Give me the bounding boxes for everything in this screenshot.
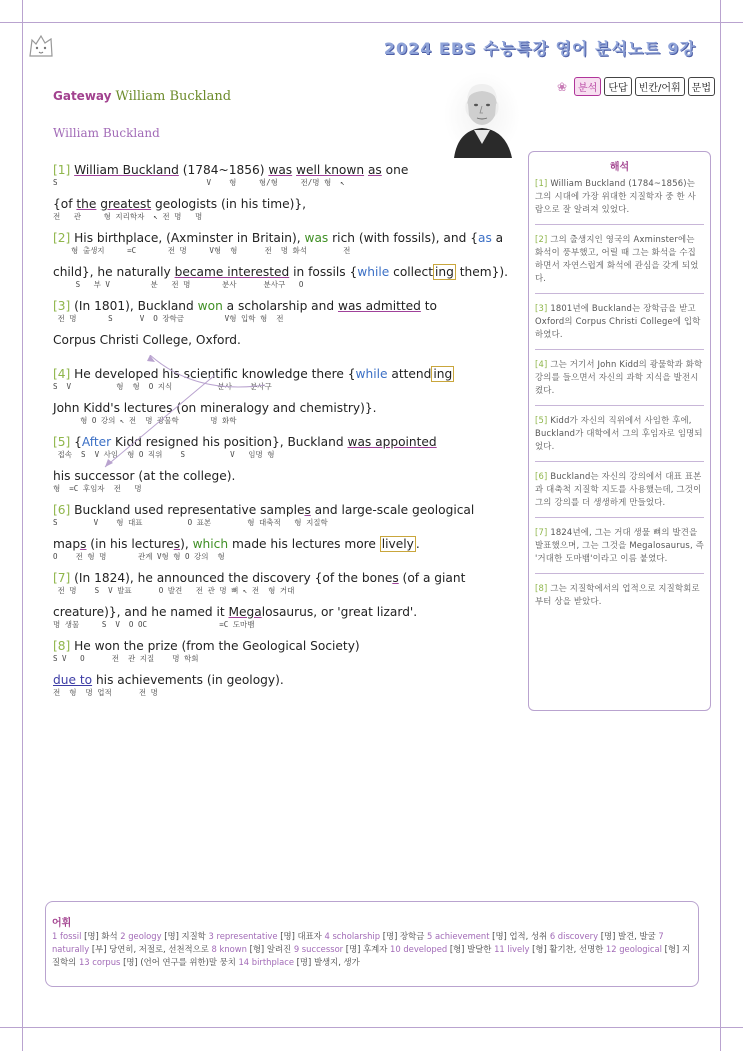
grammar-annotation: O 전 형 명 관계 V형 형 O 강의 형 [53, 552, 225, 561]
vocab-word: 12 geological [605, 944, 665, 954]
text-segment: Kidd resigned his position}, Buckland [111, 435, 348, 449]
grammar-annotation: 접속 S V 사임 형 O 직위 S V 임명 형 [53, 450, 275, 459]
text-segment: attend [387, 367, 432, 381]
portrait-image [444, 72, 520, 158]
translation-panel [528, 151, 711, 711]
text-segment: as [477, 231, 492, 245]
text-segment: rich (with fossils), and { [328, 231, 478, 245]
text-segment: was [268, 163, 293, 177]
translation-item [535, 177, 704, 225]
sentence-line [53, 571, 518, 586]
tab-analysis[interactable]: 분석 [574, 77, 601, 96]
sentence-line [53, 605, 518, 620]
translation-number: [5] [535, 415, 551, 425]
translation-number: [8] [535, 583, 551, 593]
text-segment: John Kidd's lectures (on mineralogy and chemistry)}. [53, 401, 377, 415]
text-segment: s [304, 503, 311, 517]
text-segment: the [76, 197, 97, 211]
text-segment: was admitted [337, 299, 421, 313]
sentence-number: [5] [53, 435, 75, 449]
sentence-line [53, 639, 518, 654]
right-rule [720, 0, 721, 1051]
gateway-name: William Buckland [115, 89, 232, 104]
translation-text: 1801년에 Buckland는 장학금을 받고 Oxford의 Corpus Christi College에 입학하였다. [535, 303, 701, 339]
translation-title: 해석 [609, 162, 630, 173]
translation-text: Kidd가 자신의 직위에서 사임한 후에, Buckland가 대학에서 그의 후임자로 임명되었다. [535, 415, 703, 451]
vocab-word: 7 naturally [52, 931, 664, 954]
translation-item [535, 582, 704, 616]
text-segment: greatest [100, 197, 152, 211]
grammar-annotation: S V O 전 관 지질 명 학회 [53, 654, 199, 663]
tab-grammar[interactable]: 문법 [688, 77, 715, 96]
text-segment: ing [433, 367, 453, 381]
bottom-rule [0, 1027, 743, 1028]
text-segment: (1784~1856) [178, 163, 269, 177]
grammar-annotation: S V 형 형/형 전/명 형 ↖ [53, 178, 345, 187]
paw-icon: ❀ [557, 79, 568, 94]
vocab-word: 11 lively [494, 944, 533, 954]
vocab-meaning: [명] 후계자 [345, 944, 391, 954]
top-rule [0, 22, 743, 23]
grammar-annotation: 전 명 S V O 장학금 V형 입학 형 전 [53, 314, 284, 323]
grammar-annotation: S 부 V 분 전 명 분사 분사구 O [53, 280, 304, 289]
sentence-line [53, 163, 518, 178]
text-segment: child}, he naturally [53, 265, 175, 279]
vocab-meaning: [명] 대표자 [280, 931, 325, 941]
tab-blank-vocab[interactable]: 빈칸/어휘 [635, 77, 685, 96]
translation-item [535, 302, 704, 350]
vocab-meaning: [형] 지질학의 [52, 944, 691, 967]
translation-number: [3] [535, 303, 551, 313]
vocab-meaning: [명] 업적, 성취 [492, 931, 550, 941]
passage-subtitle: William Buckland [53, 126, 160, 140]
translation-text: Buckland는 자신의 강의에서 대표 표본과 대축척 지질학 지도를 사용했는데, 그것이 그의 강의를 더 생생하게 만들었다. [535, 471, 702, 507]
text-segment: He developed his scientific knowledge there { [74, 367, 356, 381]
vocab-word: 6 discovery [549, 931, 601, 941]
text-segment: well known [296, 163, 365, 177]
grammar-annotation: S V 형 대표 O 표본 형 대축적 형 지질학 [53, 518, 328, 527]
text-segment: became interested [174, 265, 290, 279]
translation-text: William Buckland (1784~1856)는 그의 시대에 가장 위대한 지질학자 중 한 사람으로 잘 알려져 있었다. [535, 178, 696, 214]
left-rule [22, 0, 23, 1051]
text-segment: was appointed [347, 435, 437, 449]
text-segment: {of [53, 197, 77, 211]
sentence-line [53, 265, 518, 280]
gateway-heading [53, 89, 231, 104]
text-segment: them}). [455, 265, 509, 279]
translation-text: 그는 거기서 John Kidd의 광물학과 화학 강의를 들으면서 자신의 과학 지식을 발전시켰다. [535, 359, 703, 395]
translation-text: 1824년에, 그는 거대 생물 뼈의 발견을 발표했으며, 그는 그것을 Megalosaurus, 즉 '거대한 도마뱀'이라고 이름 붙였다. [535, 527, 704, 563]
gateway-tag: Gateway [53, 89, 112, 103]
vocab-word: 10 developed [390, 944, 450, 954]
vocab-word: 14 birthplace [238, 957, 297, 967]
grammar-annotation: 전 형 명 업적 전 명 [53, 688, 158, 697]
translation-item [535, 233, 704, 294]
text-segment: Mega [228, 605, 262, 619]
sentence-line [53, 673, 518, 688]
translation-item [535, 526, 704, 574]
text-segment: to [420, 299, 438, 313]
translation-number: [1] [535, 178, 551, 188]
vocab-word: 9 successor [293, 944, 346, 954]
text-segment: and large-scale geological [310, 503, 475, 517]
sentence-number: [4] [53, 367, 75, 381]
text-segment: geologists (in his time)}, [151, 197, 307, 211]
vocab-list [52, 930, 692, 969]
text-segment: ing [435, 265, 454, 279]
text-segment: was [304, 231, 329, 245]
grammar-annotation: 형 =C 후임자 전 명 [53, 484, 142, 493]
sentence-line [53, 537, 518, 552]
text-segment: s [392, 571, 399, 585]
vocab-word: 2 geology [120, 931, 165, 941]
text-segment: (In 1801), Buckland [74, 299, 198, 313]
text-segment: as [367, 163, 382, 177]
book-title: 2024 EBS 수능특강 영어 분석노트 9강 [383, 39, 696, 58]
text-segment: (In 1824), he announced the discovery {of the bone [74, 571, 393, 585]
sentence-number: [7] [53, 571, 75, 585]
link-arrows [95, 355, 275, 475]
text-segment: After [81, 435, 112, 449]
translation-item [535, 414, 704, 462]
vocab-meaning: [형] 알려진 [249, 944, 294, 954]
grammar-annotation: 전 관 형 지리학자 ↖ 전 명 명 [53, 212, 203, 221]
grammar-annotation: S V 형 형 O 지식 분사 분사구 [53, 382, 272, 391]
vocab-word: 4 scholarship [324, 931, 383, 941]
vocab-word: 5 achievement [426, 931, 493, 941]
text-segment: while [357, 265, 390, 279]
grammar-annotation: 형 O 강의 ↖ 전 명 광물학 명 화학 [53, 416, 237, 425]
translation-item [535, 358, 704, 406]
text-segment: his achievements (in geology). [92, 673, 284, 687]
vocab-meaning: [명] 화석 [84, 931, 121, 941]
vocab-meaning: [명] (언어 연구를 위한)말 뭉치 [123, 957, 239, 967]
vocab-word: 8 known [211, 944, 250, 954]
vocab-word: 13 corpus [78, 957, 124, 967]
text-segment: s [80, 537, 87, 551]
text-segment: which [192, 537, 229, 551]
vocab-meaning: [명] 장학금 [382, 931, 427, 941]
text-segment: made his lectures more [228, 537, 380, 551]
sentence-number: [6] [53, 503, 75, 517]
text-segment: { [74, 435, 82, 449]
translation-text: 그의 출생지인 영국의 Axminster에는 화석이 풍부했고, 어릴 때 그는 화석을 수집하면서 자연스럽게 화석에 관심을 갖게 되었다. [535, 234, 699, 283]
translation-text: 그는 지질학에서의 업적으로 지질학회로부터 상을 받았다. [535, 583, 700, 606]
vocab-box [45, 901, 699, 987]
text-segment: He won the prize (from the Geological Society) [74, 639, 360, 653]
text-segment: collect [389, 265, 434, 279]
text-segment: s [173, 537, 181, 551]
sentence-number: [8] [53, 639, 75, 653]
vocab-meaning: [부] 당연히, 저절로, 선천적으로 [91, 944, 212, 954]
text-segment: a scholarship and [222, 299, 338, 313]
text-segment: His birthplace, (Axminster in Britain), [74, 231, 305, 245]
text-segment: map [53, 537, 81, 551]
tab-short-answer[interactable]: 단답 [604, 77, 631, 96]
vocab-word: 3 representative [208, 931, 281, 941]
vocab-word: 1 fossil [52, 931, 85, 941]
translation-number: [2] [535, 234, 551, 244]
text-segment: his successor (at the college). [53, 469, 236, 483]
grammar-annotation: 명 생물 S V O OC =C 도마뱀 [53, 620, 255, 629]
vocab-meaning: [형] 발달한 [449, 944, 495, 954]
sentence-line [53, 333, 518, 348]
sentence-line [53, 503, 518, 518]
sentence-line [53, 197, 518, 212]
text-segment: creature)}, and he named it [53, 605, 229, 619]
translation-number: [7] [535, 527, 551, 537]
sentence-number: [1] [53, 163, 75, 177]
sentence-line [53, 231, 518, 246]
text-segment: losaurus, or 'great lizard'. [261, 605, 418, 619]
vocab-meaning: [명] 지질학 [164, 931, 209, 941]
text-segment: (in his lecture [86, 537, 174, 551]
text-segment: . [415, 537, 420, 551]
translation-item [535, 470, 704, 518]
text-segment: one [381, 163, 409, 177]
grammar-annotation: 형 출생지 =C 전 명 V형 형 전 명 화석 전 [53, 246, 351, 255]
text-segment: while [355, 367, 388, 381]
text-segment: Corpus Christi College, Oxford. [53, 333, 241, 347]
vocab-meaning: [형] 활기찬, 선명한 [532, 944, 606, 954]
translation-number: [6] [535, 471, 551, 481]
sentence-line [53, 299, 518, 314]
text-segment: Buckland used representative sample [74, 503, 305, 517]
text-segment: lively [381, 537, 414, 551]
sentence-number: [3] [53, 299, 75, 313]
translation-number: [4] [535, 359, 551, 369]
tab-row [557, 77, 715, 96]
text-segment: William Buckland [74, 163, 179, 177]
vocab-meaning: [명] 발생지, 생가 [296, 957, 360, 967]
grammar-annotation: 전 명 S V 발표 O 발견 전 관 명 뼈 ↖ 전 형 거대 [53, 586, 295, 595]
text-segment: due to [53, 673, 93, 687]
text-segment: in fossils { [289, 265, 358, 279]
text-segment: a [491, 231, 504, 245]
sentence-number: [2] [53, 231, 75, 245]
text-segment: ), [180, 537, 193, 551]
text-segment: won [197, 299, 223, 313]
text-segment: (of a giant [398, 571, 466, 585]
vocab-meaning: [명] 발견, 발굴 [600, 931, 659, 941]
vocab-title: 어휘 [52, 918, 72, 929]
cat-logo-icon [26, 30, 56, 60]
